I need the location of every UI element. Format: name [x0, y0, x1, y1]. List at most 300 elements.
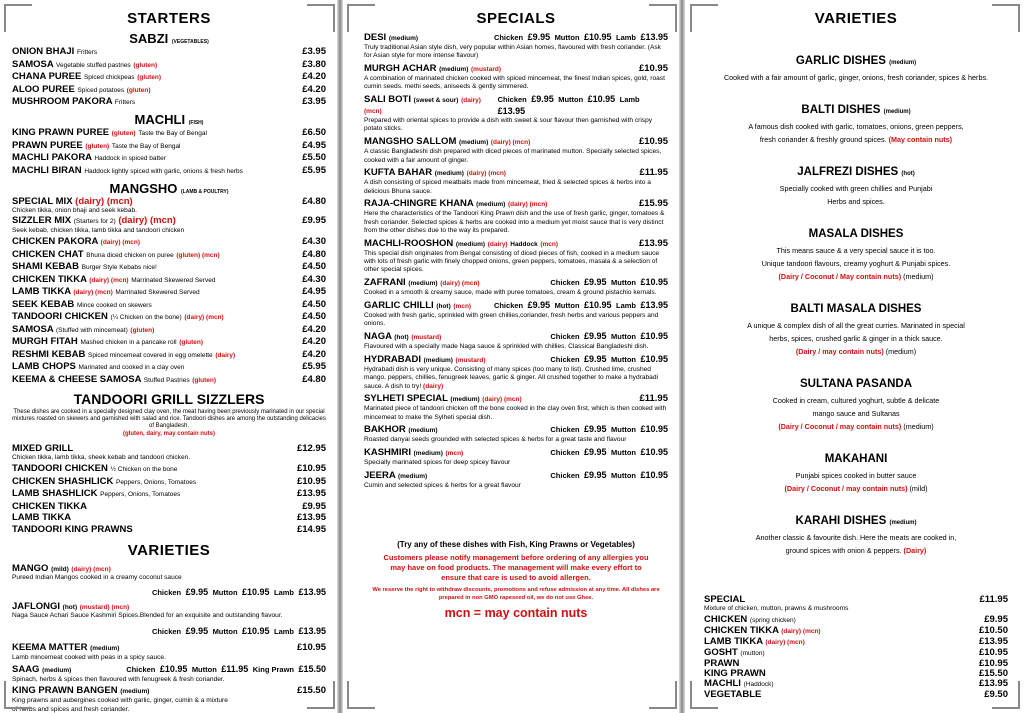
reserve-note: We reserve the right to withdraw discounts, promotions and refuse admission at any time. All dishes are prepared in non GMO rapeseed oil, we do not use Ghee. — [372, 587, 660, 601]
dish-heat: (medium) — [397, 473, 428, 481]
special-dish-desc — [364, 459, 668, 467]
menu-item-price: £6.50 — [302, 127, 326, 138]
menu-item-name: CHICKEN TIKKA — [12, 500, 87, 512]
special-dish-name-group — [364, 301, 471, 312]
menu-item-name-group — [12, 237, 140, 248]
price-label: Chicken — [550, 354, 580, 364]
menu-item-name: MUSHROOM PAKORA — [12, 96, 113, 107]
special-dish-price: £13.95 — [638, 237, 668, 249]
allergen-tag: (dairy) (mcn) — [73, 289, 113, 297]
special-dish-header — [364, 93, 668, 117]
frame-corner — [649, 681, 677, 709]
menu-item-price: £14.95 — [296, 523, 326, 535]
variety-dish-name: MASALA DISHES — [808, 228, 904, 240]
variety-dish-allergy — [704, 482, 1008, 495]
special-dish-desc-text: Specially marinated spices for deep spicey flavour — [364, 459, 511, 467]
menu-item-name: MACHLI PAKORA — [12, 152, 92, 163]
menu-item — [12, 325, 326, 336]
variety-dish-desc-text: A famous dish cooked with garlic, tomatoes, onions, green peppers, — [748, 122, 964, 131]
menu-item-name: MURGH FITAH — [12, 336, 78, 348]
varieties-right-title: VARIETIES — [814, 10, 898, 27]
menu-item-name: CHICKEN CHAT — [12, 248, 84, 260]
special-dish-name: HYDRABADI — [364, 353, 421, 365]
special-dish-header — [364, 135, 668, 148]
special-dish-name-group — [364, 355, 486, 366]
special-dish-name-group — [364, 239, 558, 250]
menu-item-name: CHANA PUREE — [12, 71, 82, 82]
variety-dish-desc-text: Unique tandoori flavours, creamy yoghurt & Punjabi spices. — [761, 259, 951, 268]
dish-heat: (medium) — [388, 35, 419, 42]
special-dish-name: DESI — [364, 32, 387, 43]
variety-dish-desc — [704, 244, 1008, 257]
allergen-tag: (Dairy) — [903, 546, 927, 555]
price-value: £9.95 — [584, 277, 607, 288]
dish-heat: (mild) — [909, 484, 928, 493]
variety-dish-name: GARLIC DISHES — [795, 55, 886, 67]
price-value: £9.95 — [531, 94, 554, 105]
dish-heat: (medium) — [439, 66, 469, 74]
special-dish-desc-text: Marinated piece of tandoori chicken off the bone cooked in the clay oven first, which is then cooked with mincemeat to make the Sylheti special dish. — [364, 405, 667, 421]
dish-heat: (medium) — [889, 60, 917, 66]
allergen-tag: (gluten) — [133, 61, 158, 69]
variety-dish-desc — [704, 182, 1008, 195]
menu-item-desc: Marinated and cooked in a clay oven — [78, 364, 185, 372]
price-label: Lamb — [619, 95, 640, 105]
variety-dish-desc — [704, 120, 1008, 133]
price-label: Mutton — [611, 425, 637, 435]
dish-heat: (medium) — [434, 170, 464, 178]
allergen-tag: (dairy) (mcn) — [184, 314, 224, 322]
variety-dish — [704, 515, 1008, 557]
allergen-tag: (Dairy / may contain nuts) — [795, 347, 884, 356]
menu-item-name-group — [12, 72, 161, 83]
frame-corner — [690, 4, 718, 32]
allergen-tag: (dairy) (mcn) — [466, 170, 506, 178]
special-dish-desc-text: This special dish originates from Bengal consisting of diced pieces of fish, cooked in a medium sauce with lots of fresh garlic with finely chopped onions, green peppers, tomatoes, masala & a selection of other special spices. — [364, 249, 660, 274]
price-label: Mutton — [611, 278, 637, 288]
allergen-tag: (gluten) — [192, 376, 217, 384]
allergy-note: Customers please notify management before ordering of any allergies you may have on food products. The management will make every effort to ensure that care is used to avoid allergen. — [383, 553, 649, 583]
special-dish-header — [364, 330, 668, 343]
menu-item-price: £3.95 — [302, 96, 326, 107]
special-dish-desc-text: A combination of marinated chicken cooked with spiced mincemeat, the finest Indian spices, gold, roast cumin seeds. methi seeds, aniseeds & gently simmered. — [364, 75, 665, 91]
menu-item — [12, 362, 326, 373]
specials-list — [364, 31, 668, 490]
allergen-tag: (mcn) — [540, 240, 559, 248]
special-dish-name: KUFTA BAHAR — [364, 167, 433, 179]
dish-heat: (medium) — [423, 356, 453, 364]
special-dish-header — [364, 197, 668, 210]
special-dish-header — [364, 353, 668, 366]
variety-price-value: £13.95 — [978, 635, 1008, 647]
special-dish-desc — [364, 210, 668, 235]
variety-price-value: £10.95 — [978, 646, 1008, 658]
special-dish-prices — [494, 299, 668, 311]
special-dish-name: NAGA — [364, 331, 392, 343]
menu-item-name-group — [12, 337, 203, 348]
allergen-tag: (dairy) (mcn) — [100, 239, 141, 247]
special-dish-zafrani — [364, 276, 668, 297]
variety-dish — [704, 453, 1008, 495]
menu-item-desc: Taste the Bay of Bengal — [138, 130, 207, 137]
menu-item — [12, 287, 326, 298]
menu-item-name: KING PRAWN PUREE — [12, 127, 110, 138]
menu-item-desc: Mince cooked on skewers — [76, 301, 152, 309]
menu-item-name-group — [12, 128, 207, 139]
menu-item — [12, 337, 326, 348]
menu-item-name-group — [12, 502, 87, 512]
menu-item-name-group — [12, 262, 157, 273]
menu-item — [12, 141, 326, 152]
menu-item — [12, 128, 326, 139]
variety-dish-name: JALFREZI DISHES — [797, 166, 899, 178]
special-dish-name: MURGH ACHAR — [364, 63, 437, 75]
allergen-tag: (dairy) (mcn) — [482, 396, 522, 404]
dish-heat: (hot) — [394, 334, 409, 342]
special-dish-prices — [639, 197, 668, 209]
menu-item-name-group — [12, 362, 184, 373]
menu-item-price: £4.30 — [302, 236, 326, 248]
variety-price-value: £15.50 — [978, 667, 1008, 679]
price-value: £10.95 — [640, 277, 668, 288]
price-label: Chicken — [550, 278, 580, 288]
price-value: £10.95 — [640, 447, 668, 458]
menu-item-name: CHICKEN PAKORA — [12, 236, 99, 248]
menu-item-name-group — [12, 525, 133, 535]
menu-item-name-group — [12, 60, 157, 71]
price-label: Chicken — [550, 425, 580, 435]
menu-item-price: £5.50 — [302, 152, 326, 163]
menu-item-desc: Fritters — [114, 99, 136, 106]
special-dish-desc — [364, 405, 668, 422]
price-value: £10.95 — [640, 353, 668, 364]
menu-item-name-group — [12, 250, 220, 261]
menu-item-name: TANDOORI CHICKEN — [12, 463, 108, 475]
special-dish-garlic-chilli — [364, 299, 668, 329]
dish-heat: (hot) — [436, 303, 451, 311]
allergen-tag: (mustard) — [471, 66, 501, 74]
special-dish-name-group — [364, 199, 547, 210]
dish-heat: (medium) — [883, 109, 911, 115]
try-note: (Try any of these dishes with Fish, King Prawns or Vegetables) — [397, 540, 635, 550]
allergen-tag: (mustard) — [411, 334, 442, 342]
special-dish-price: £11.95 — [639, 167, 668, 179]
special-dish-name-group — [364, 425, 438, 436]
variety-dish-allergy — [704, 420, 1008, 433]
menu-item-name-group — [12, 350, 235, 361]
frame-corner — [4, 4, 32, 32]
menu-item-desc: Vegetable stuffed pastries — [56, 61, 131, 69]
special-dish-sylheti — [364, 392, 668, 422]
menu-item — [12, 300, 326, 311]
menu-item-name: SAMOSA — [12, 323, 54, 335]
menu-item-name: LAMB TIKKA — [12, 512, 72, 524]
menu-item-name: MACHLI BIRAN — [12, 164, 82, 176]
price-value: £9.95 — [584, 447, 607, 458]
special-dish-desc-text: Here the characteristics of the Tandoori King Prawn dish and the use of fresh garlic, ginger, tomatoes & fresh coriander. Selected spices & herbs are cooked into a medium yet moist sauce that is very distinct from the other dishes due to the way its prepared. — [364, 210, 665, 235]
frame-corner — [347, 681, 375, 709]
special-dish-header — [364, 446, 668, 459]
menu-item — [12, 375, 326, 386]
special-dish-name-group — [364, 278, 480, 289]
special-dish-desc — [364, 117, 668, 134]
machli-heading: MACHLI (FISH) — [134, 112, 204, 127]
menu-item — [12, 237, 326, 248]
menu-item — [12, 275, 326, 286]
menu-item-price: £4.20 — [302, 83, 326, 95]
special-dish-prices — [550, 353, 668, 365]
special-dish-name: KASHMIRI — [364, 447, 411, 459]
allergen-tag: (dairy) (mcn) — [364, 97, 481, 116]
frame-corner — [4, 681, 32, 709]
frame-corner — [307, 4, 335, 32]
dish-heat: (hot) — [901, 171, 915, 177]
special-dish-desc-text: Cooked in a smooth & creamy sauce, made with puree tomatoes, cream & ground pistachio kernals. — [364, 289, 657, 297]
special-dish-name-group — [364, 168, 506, 179]
price-label: Chicken — [493, 33, 524, 42]
variety-price-row — [704, 637, 1008, 648]
variety-price-sub: (mutton) — [740, 649, 765, 657]
menu-item-price: £4.50 — [302, 311, 326, 323]
menu-item-keema-matter: KEEMA MATTER (medium) £10.95 Lamb mincemeat cooked with peas in a spicy sauce. — [12, 641, 326, 661]
variety-price-value: £13.95 — [978, 677, 1008, 689]
menu-item-name-group — [12, 153, 166, 164]
menu-item-name-group — [12, 141, 181, 152]
special-dish-header — [364, 392, 668, 405]
allergen-tag: (dairy) — [423, 382, 444, 390]
special-dish-desc — [364, 366, 668, 391]
special-dish-header — [364, 469, 668, 482]
special-dish-bakhor — [364, 423, 668, 444]
allergen-tag: (Dairy / Coconut / May contain nuts) — [778, 272, 902, 281]
variety-price-value: £9.95 — [984, 613, 1008, 625]
special-dish-desi — [364, 31, 668, 61]
variety-dish-desc — [704, 195, 1008, 208]
menu-item-king-prawn-bangen: KING PRAWN BANGEN (medium) £15.50 King prawns and aubergines cooked with garlic, ginger, cumin & a mixture of herbs and spices and fresh coriander. — [12, 685, 326, 713]
variety-dish — [704, 166, 1008, 208]
variety-dish — [704, 378, 1008, 433]
sabzi-heading: SABZI (VEGETABLES) — [129, 31, 209, 46]
price-label: Mutton — [554, 33, 580, 42]
special-dish-name-group — [364, 394, 522, 405]
special-dish-name-group — [364, 95, 498, 117]
special-dish-name: SALI BOTI — [364, 94, 411, 106]
special-dish-price: £10.95 — [638, 63, 668, 75]
special-dish-desc-text: Truly traditional Asian style dish, very popular within Asian homes, flavoured with fresh coriander. (Ask for Asian style for more intense flavour) — [364, 44, 661, 60]
variety-dish-allergy — [704, 345, 1008, 358]
menu-item — [12, 47, 326, 58]
special-dish-kashmiri — [364, 446, 668, 467]
special-dish-name: JEERA — [364, 470, 396, 482]
menu-item-price: £4.95 — [302, 139, 326, 151]
menu-item — [12, 85, 326, 96]
menu-item-price: £4.80 — [302, 373, 326, 385]
menu-item-price: £13.95 — [296, 488, 326, 500]
menu-item-name-group — [12, 489, 180, 500]
menu-item-name: CHICKEN TIKKA — [12, 273, 87, 285]
variety-dish — [704, 55, 1008, 84]
variety-price-name: PRAWN — [704, 657, 740, 669]
variety-price-value: £10.50 — [978, 624, 1008, 636]
special-dish-prices — [550, 423, 668, 435]
menu-item-name-group — [12, 513, 71, 523]
special-dish-desc-text: A dish consisting of spiced meatballs made from mincemeat, fried & selected spices & herbs into a delicious Bhuna sauce. — [364, 179, 651, 195]
menu-item-name: RESHMI KEBAB — [12, 348, 86, 360]
allergen-tag: (gluten) — [130, 326, 155, 334]
variety-dish-title — [704, 453, 1008, 465]
dish-heat: (medium) — [450, 396, 480, 404]
variety-price-row — [704, 690, 1008, 700]
variety-dish — [704, 303, 1008, 358]
variety-price-name: MACHLI — [704, 677, 741, 689]
variety-dish-title — [704, 104, 1008, 116]
menu-item-price: £4.30 — [302, 273, 326, 285]
menu-item-name: PRAWN PUREE — [12, 139, 83, 151]
variety-dish-desc — [704, 257, 1008, 270]
menu-item-desc: Marrinated Skewered Served — [131, 276, 216, 284]
allergen-tag: (mcn) — [445, 450, 464, 458]
dish-heat: (medium) — [903, 272, 934, 281]
menu-item-sizzler-mix: SIZZLER MIX (Starters for 2) (dairy) (mcn) £9.95 Seek kebab, chicken tikka, lamb tikka and tandoori chicken — [12, 215, 326, 235]
allergen-tag: (dairy) (mcn) — [765, 638, 805, 646]
dish-heat: (medium) — [903, 422, 934, 431]
varieties-left-title: VARIETIES — [127, 541, 211, 559]
special-dish-kufta-bahar — [364, 166, 668, 196]
variety-dish-desc — [704, 71, 1008, 84]
dish-heat: (medium) — [459, 139, 489, 147]
menu-item — [12, 477, 326, 488]
special-dish-prices — [550, 469, 668, 481]
menu-item-desc: Spiced chickpeas — [83, 74, 135, 81]
menu-item-name-group — [12, 97, 135, 108]
variety-dish-title — [704, 166, 1008, 178]
price-label: Chicken — [497, 95, 527, 105]
menu-item-desc: (¼ Chicken on the bone) — [110, 314, 182, 322]
dish-heat: (medium) — [408, 280, 438, 288]
frame-corner — [992, 681, 1020, 709]
menu-item-desc: (Stuffed with mincemeat) — [56, 326, 128, 334]
variety-price-name: LAMB TIKKA — [704, 635, 763, 647]
menu-item-desc: Haddock in spiced batter — [94, 155, 166, 162]
allergen-tag: (dairy) (mcn) — [490, 139, 531, 147]
price-label: Mutton — [611, 471, 637, 481]
price-label: Chicken — [550, 471, 580, 481]
allergen-tag: (dairy) (mcn) — [507, 201, 548, 209]
mcn-note: mcn = may contain nuts — [444, 606, 588, 621]
special-dish-price: £15.95 — [638, 198, 668, 210]
menu-item — [12, 350, 326, 361]
variety-dish-name: MAKAHANI — [824, 453, 888, 465]
variety-dish-desc-text: mango sauce and Sultanas — [812, 409, 900, 418]
special-dish-murgh-achar — [364, 62, 668, 92]
menu-item-name-group — [12, 375, 216, 386]
variety-dish-desc-text: A unique & complex dish of all the great curries. Marinated in special — [747, 321, 965, 330]
price-value: £9.95 — [584, 424, 607, 435]
frame-corner — [307, 681, 335, 709]
special-dish-name: GARLIC CHILLI — [364, 300, 434, 312]
price-value: £9.95 — [527, 300, 551, 311]
variety-price-row — [704, 648, 1008, 659]
menu-item-name: TANDOORI CHICKEN — [12, 311, 108, 323]
variety-dish-desc-text: Cooked with a fair amount of garlic, ginger, onions, fresh coriander, spices & herbs. — [723, 73, 989, 82]
menu-item-desc: Mashed chicken in a pancake roll — [80, 339, 177, 347]
special-dish-name-group — [364, 33, 418, 44]
menu-item — [12, 262, 326, 273]
menu-item-price: £13.95 — [296, 512, 326, 524]
special-dish-desc-text: Cumin and selected spices & herbs for a great flavour — [364, 482, 521, 490]
variety-dish-desc — [704, 319, 1008, 332]
special-dish-desc-text: Prepared with oriental spices to provide a dish with sweet & sour flavour then garnished with crispy potato sticks. — [364, 117, 653, 133]
allergen-tag: (dairy) (mcn) — [440, 280, 480, 288]
variety-dish-desc — [704, 394, 1008, 407]
menu-item-price: £4.95 — [302, 286, 326, 298]
special-dish-desc — [364, 436, 668, 444]
variety-dish-title — [704, 378, 1008, 390]
frame-corner — [649, 4, 677, 32]
menu-item-name: LAMB SHASHLICK — [12, 488, 98, 500]
variety-dish-desc-text: Cooked in cream, cultured yoghurt, subtle & delicate — [772, 396, 940, 405]
special-dish-prices — [639, 166, 668, 178]
menu-item-desc: Haddock lightly spiced with garlic, onions & fresh herbs — [84, 167, 243, 175]
menu-item-name: TANDOORI KING PRAWNS — [12, 523, 133, 535]
menu-item-name: LAMB CHOPS — [12, 361, 76, 373]
variety-price-value: £9.50 — [984, 688, 1008, 700]
special-dish-prices — [639, 392, 668, 404]
menu-item-special: SPECIAL £11.95 Mixture of chicken, mutton, prawns & mushrooms — [704, 594, 1008, 612]
special-dish-desc — [364, 312, 668, 329]
special-dish-prices — [639, 135, 668, 147]
special-dish-prices — [550, 446, 668, 458]
special-dish-desc — [364, 343, 668, 351]
price-value: £13.95 — [640, 300, 668, 311]
dish-heat: Haddock — [510, 240, 538, 248]
variety-price-name: VEGETABLE — [704, 688, 762, 700]
special-dish-name-group — [364, 64, 501, 75]
tandoori-intro: These dishes are cooked in a specially designed clay oven, the meat having been previously marinated in our special mixtures roasted on skewers and garnished with salad and rice. Tandoori dishes are among the outstanding delicacies of Bangladesh. — [12, 408, 326, 430]
price-value: £10.95 — [640, 331, 668, 342]
price-value: £10.95 — [584, 32, 612, 42]
variety-price-name: CHICKEN — [704, 613, 748, 625]
menu-item-name-group — [12, 477, 196, 488]
menu-item-name-group — [12, 166, 243, 177]
special-dish-desc-text: Cooked with fresh garlic, sprinkled with green chillies,coriander, fresh herbs and various peppers and onions. — [364, 312, 659, 328]
variety-dish-desc — [704, 544, 1008, 557]
menu-item-price: £3.95 — [302, 46, 326, 57]
menu-item-price: £10.95 — [296, 463, 326, 475]
special-dish-desc — [364, 289, 668, 297]
variety-price-name: GOSHT — [704, 646, 738, 658]
price-label: Chicken — [550, 332, 580, 342]
variety-dish-name: KARAHI DISHES — [795, 515, 887, 527]
tandoori-title: TANDOORI GRILL SIZZLERS — [73, 390, 265, 407]
price-value: £10.95 — [640, 470, 668, 481]
special-dish-desc-text: Flavoured with a specially made Naga sauce & sprinkled with chillies. Classical Bangladeshi dish. — [364, 343, 649, 351]
variety-dish-name: BALTI MASALA DISHES — [790, 303, 922, 315]
allergen-tag: (Dairy / Coconut / may contain nuts) — [784, 484, 908, 493]
variety-price-sub: (spring chicken) — [749, 616, 796, 624]
special-dish-prices — [498, 93, 668, 116]
allergen-tag: (gluten) — [111, 130, 136, 137]
allergen-tag: (gluten) — [137, 74, 162, 81]
menu-item-price: £10.95 — [296, 475, 326, 487]
special-dish-header — [364, 423, 668, 436]
menu-item — [12, 166, 326, 177]
variety-dish-title — [704, 515, 1008, 527]
starters-title: STARTERS — [127, 10, 211, 27]
menu-item-price: £9.95 — [302, 500, 326, 512]
price-value: £10.95 — [584, 300, 612, 311]
variety-dish-name: BALTI DISHES — [801, 104, 881, 116]
